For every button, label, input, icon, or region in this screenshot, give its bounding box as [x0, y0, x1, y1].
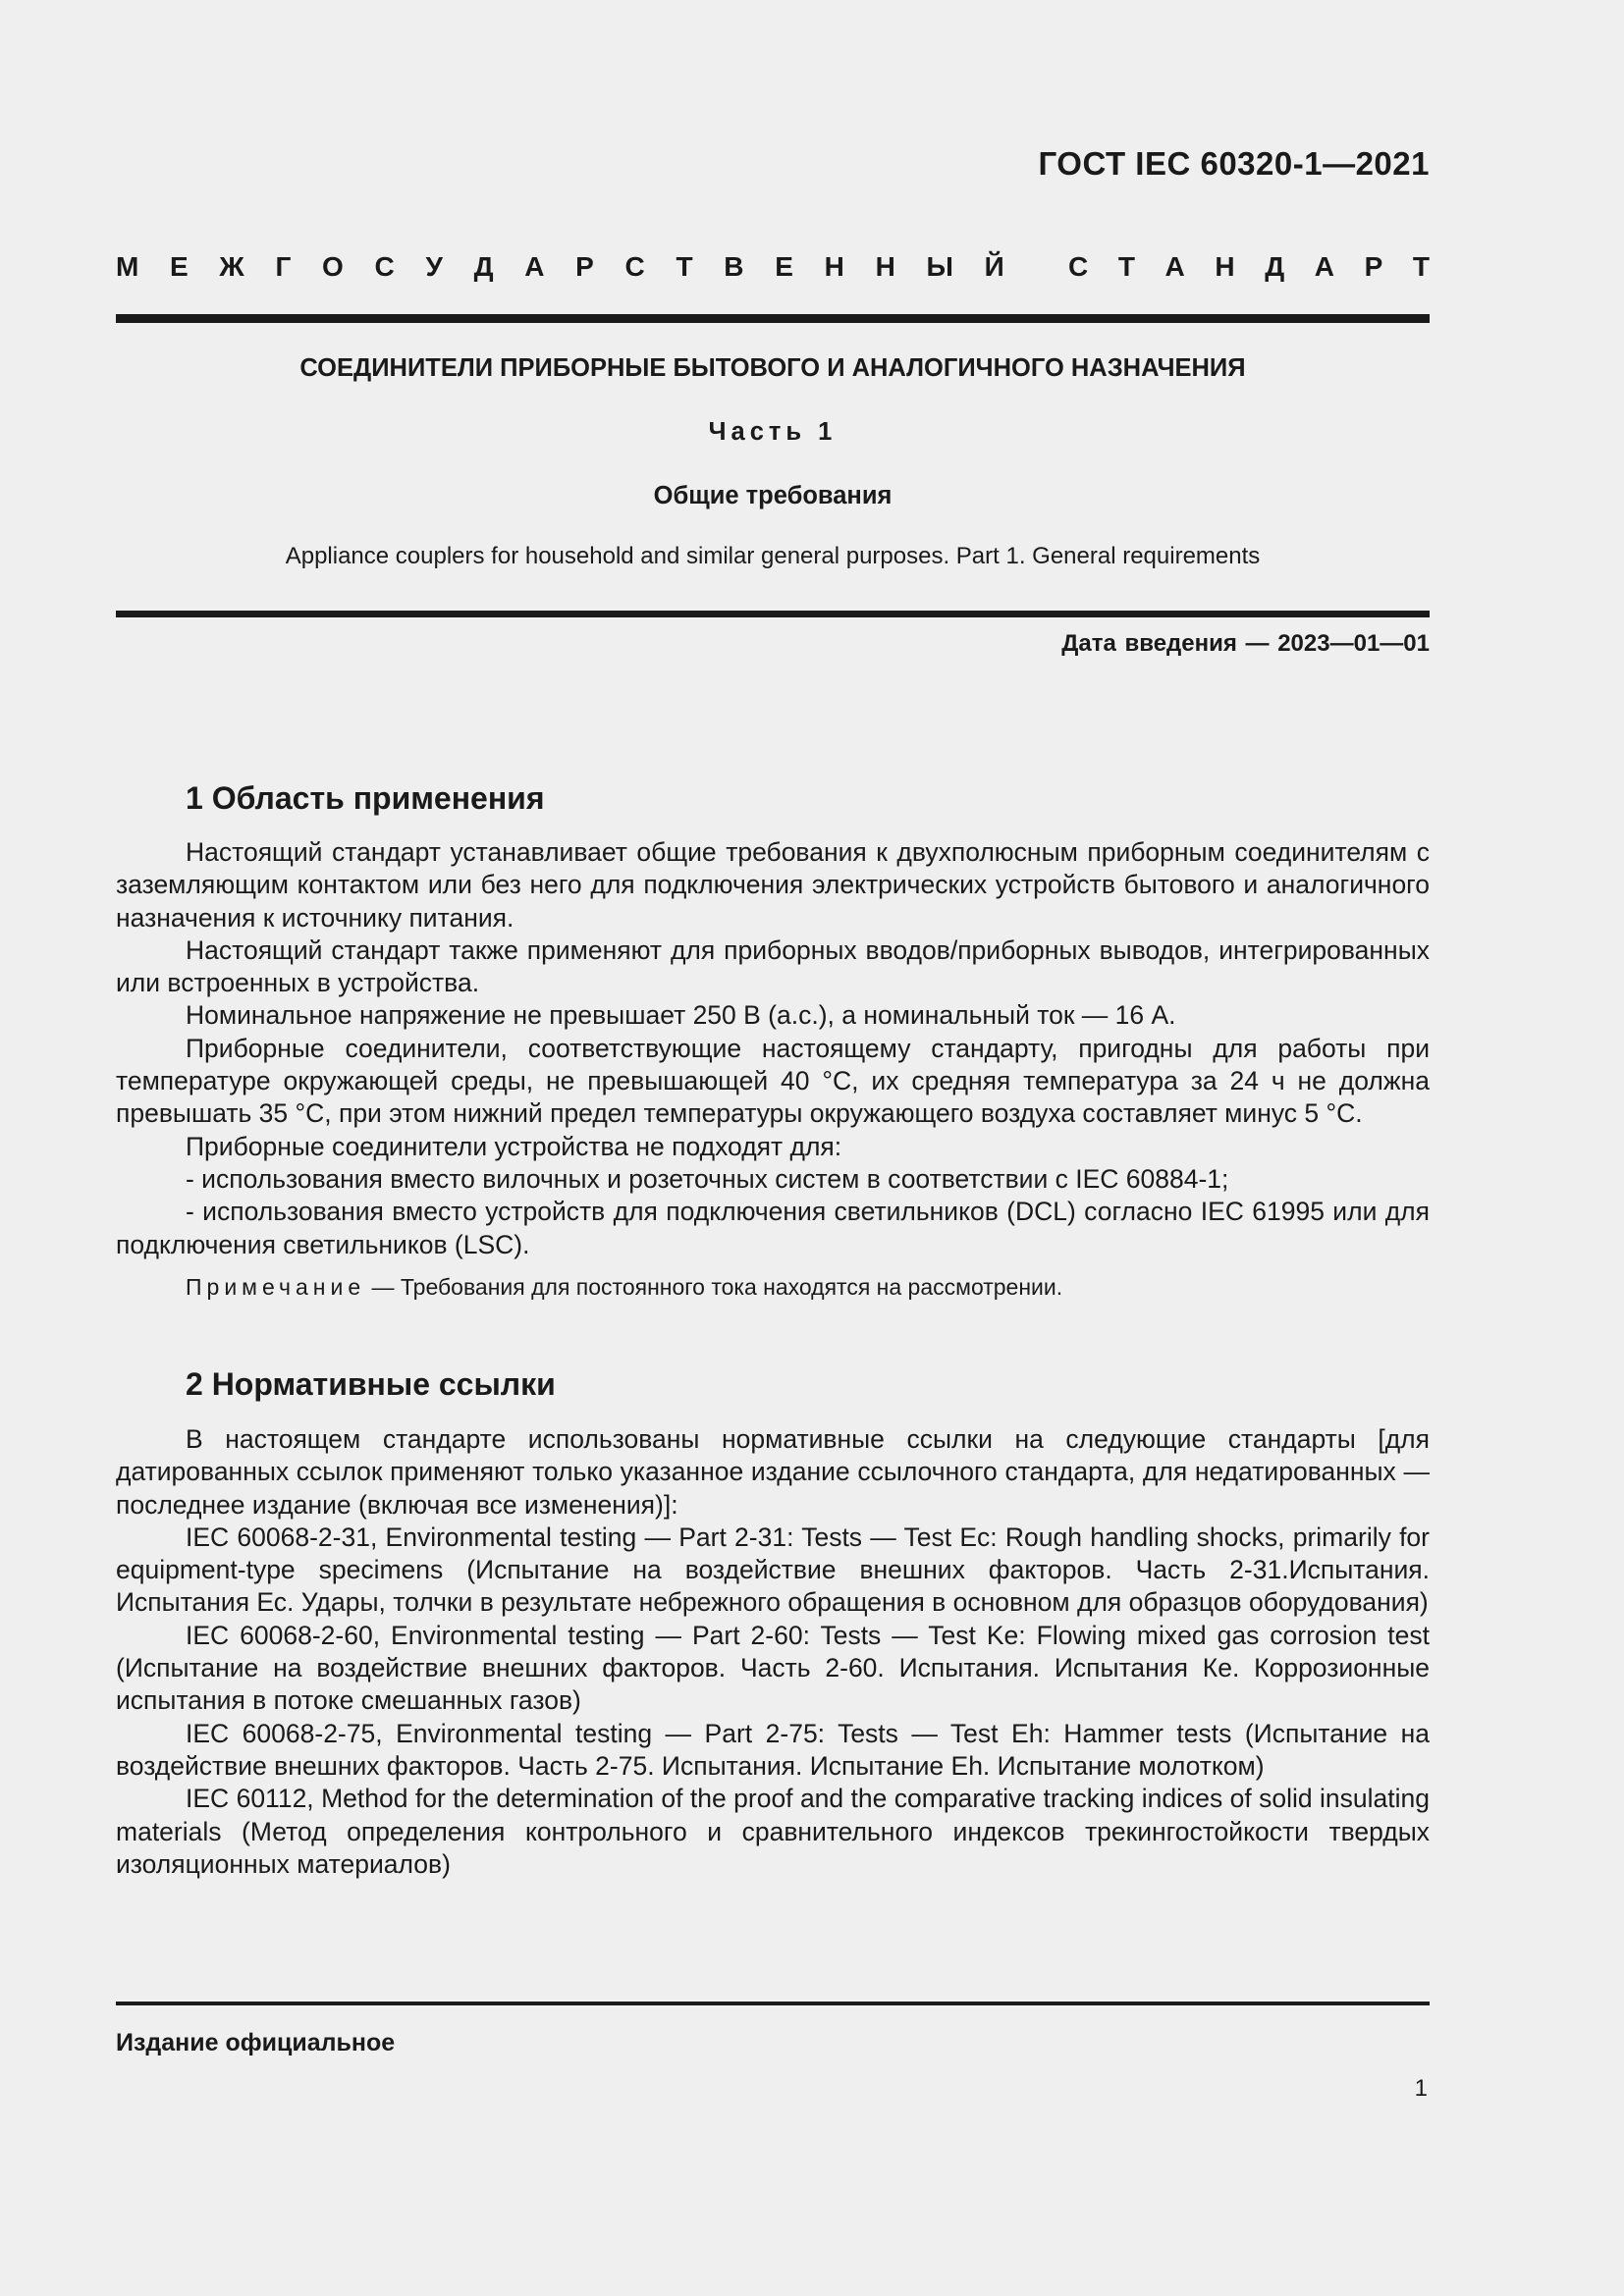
- footer-divider: [116, 2002, 1430, 2005]
- banner-letter: Д: [1265, 251, 1285, 282]
- banner-letter: Н: [824, 251, 844, 282]
- document-number: ГОСТ IEC 60320-1—2021: [1038, 145, 1430, 182]
- note: [116, 1271, 1430, 1304]
- banner-letter: Е: [775, 251, 793, 282]
- paragraph: Приборные соединители устройства не подходят для:: [186, 1131, 842, 1161]
- part-label: Часть 1: [708, 418, 838, 446]
- banner-letter: Е: [170, 251, 189, 282]
- reference-item: IEC 60068-2-31, Environmental testing — Part 2-31: Tests — Test Ec: Rough handling shocks, primarily for equipment-type specimens (Испытание на воздействие внешних факторов. Часть 2-31.Испытания. Испытания Ес. Удары, толчки в результате небрежного обращения в основном для образцов оборудования): [116, 1522, 1430, 1618]
- standard-subtitle: Общие требования: [653, 482, 893, 509]
- paragraph: В настоящем стандарте использованы нормативные ссылки на следующие стандарты [для датированных ссылок применяют только указанное издание ссылочного стандарта, для недатированных — последнее издание (включая все изменения)]:: [116, 1424, 1430, 1520]
- standard-title: СОЕДИНИТЕЛИ ПРИБОРНЫЕ БЫТОВОГО И АНАЛОГИЧНОГО НАЗНАЧЕНИЯ: [299, 354, 1246, 382]
- interstate-standard-banner: [116, 251, 1430, 283]
- paragraph: Настоящий стандарт устанавливает общие требования к двухполюсным приборным соединителям с заземляющим контактом или без него для подключения электрических устройств бытового и аналогичного назначения к источнику питания.: [116, 837, 1430, 933]
- banner-letter: Т: [1412, 251, 1430, 282]
- banner-letter: Й: [984, 251, 1004, 282]
- official-edition-label: Издание официальное: [116, 2029, 396, 2056]
- banner-letter: С: [624, 251, 645, 282]
- banner-letter: А: [524, 251, 545, 282]
- title-divider: [116, 611, 1430, 617]
- reference-item: IEC 60068-2-75, Environmental testing — Part 2-75: Tests — Test Eh: Hammer tests (Испытание на воздействие внешних факторов. Часть 2-75. Испытания. Испытание Eh. Испытание молотком): [116, 1718, 1430, 1781]
- banner-letter: Г: [275, 251, 292, 282]
- banner-letter: А: [1164, 251, 1185, 282]
- paragraph: Приборные соединители, соответствующие настоящему стандарту, пригодны для работы при температуре окружающей среды, не превышающей 40 °С, их средняя температура за 24 ч не должна превышать 35 °С, при этом нижний предел температуры окружающего воздуха составляет минус 5 °С.: [116, 1033, 1430, 1129]
- note-text: — Требования для постоянного тока находятся на рассмотрении.: [365, 1273, 1063, 1300]
- banner-letter: С: [1068, 251, 1089, 282]
- paragraph: Настоящий стандарт также применяют для приборных вводов/приборных выводов, интегрированных или встроенных в устройства.: [116, 934, 1430, 998]
- top-divider: [116, 314, 1430, 323]
- paragraph: Номинальное напряжение не превышает 250 В (a.c.), а номинальный ток — 16 А.: [186, 1000, 1176, 1031]
- banner-letter: Т: [1117, 251, 1135, 282]
- note-label: Примечание: [186, 1273, 366, 1300]
- banner-letter: А: [1314, 251, 1334, 282]
- interstate-word: [116, 251, 1004, 283]
- reference-item: IEC 60112, Method for the determination of the proof and the comparative tracking indices of solid insulating materials (Метод определения контрольного и сравнительного индексов трекингостойкости твердых изоляционных материалов): [116, 1784, 1430, 1879]
- standard-word: [1068, 251, 1430, 283]
- banner-letter: Р: [1364, 251, 1383, 282]
- section-2-heading: 2 Нормативные ссылки: [186, 1366, 556, 1402]
- banner-letter: У: [425, 251, 443, 282]
- banner-letter: С: [374, 251, 395, 282]
- banner-letter: М: [116, 251, 139, 282]
- introduction-date: Дата введения — 2023—01—01: [1061, 630, 1430, 657]
- banner-letter: Н: [1215, 251, 1235, 282]
- section-1-heading: 1 Область применения: [186, 780, 545, 816]
- banner-letter: Р: [575, 251, 594, 282]
- banner-letter: О: [322, 251, 344, 282]
- section-1-body: [116, 836, 1430, 1304]
- banner-letter: Д: [473, 251, 494, 282]
- banner-letter: Т: [676, 251, 693, 282]
- reference-item: IEC 60068-2-60, Environmental testing — Part 2-60: Tests — Test Ke: Flowing mixed gas corrosion test (Испытание на воздействие внешних факторов. Часть 2-60. Испытания. Испытания Ке. Коррозионные испытания в потоке смешанных газов): [116, 1620, 1430, 1716]
- list-item: - использования вместо вилочных и розеточных систем в соответствии с IEC 60884-1;: [186, 1163, 1229, 1194]
- banner-letter: Ж: [219, 251, 244, 282]
- section-2-body: [116, 1423, 1430, 1881]
- list-item: - использования вместо устройств для подключения светильников (DCL) согласно IEC 61995 или для подключения светильников (LSC).: [116, 1197, 1430, 1259]
- banner-letter: Ы: [926, 251, 953, 282]
- banner-letter: В: [724, 251, 744, 282]
- english-title: Appliance couplers for household and similar general purposes. Part 1. General requirements: [285, 543, 1261, 569]
- banner-letter: Н: [875, 251, 895, 282]
- page-number: 1: [1414, 2075, 1428, 2102]
